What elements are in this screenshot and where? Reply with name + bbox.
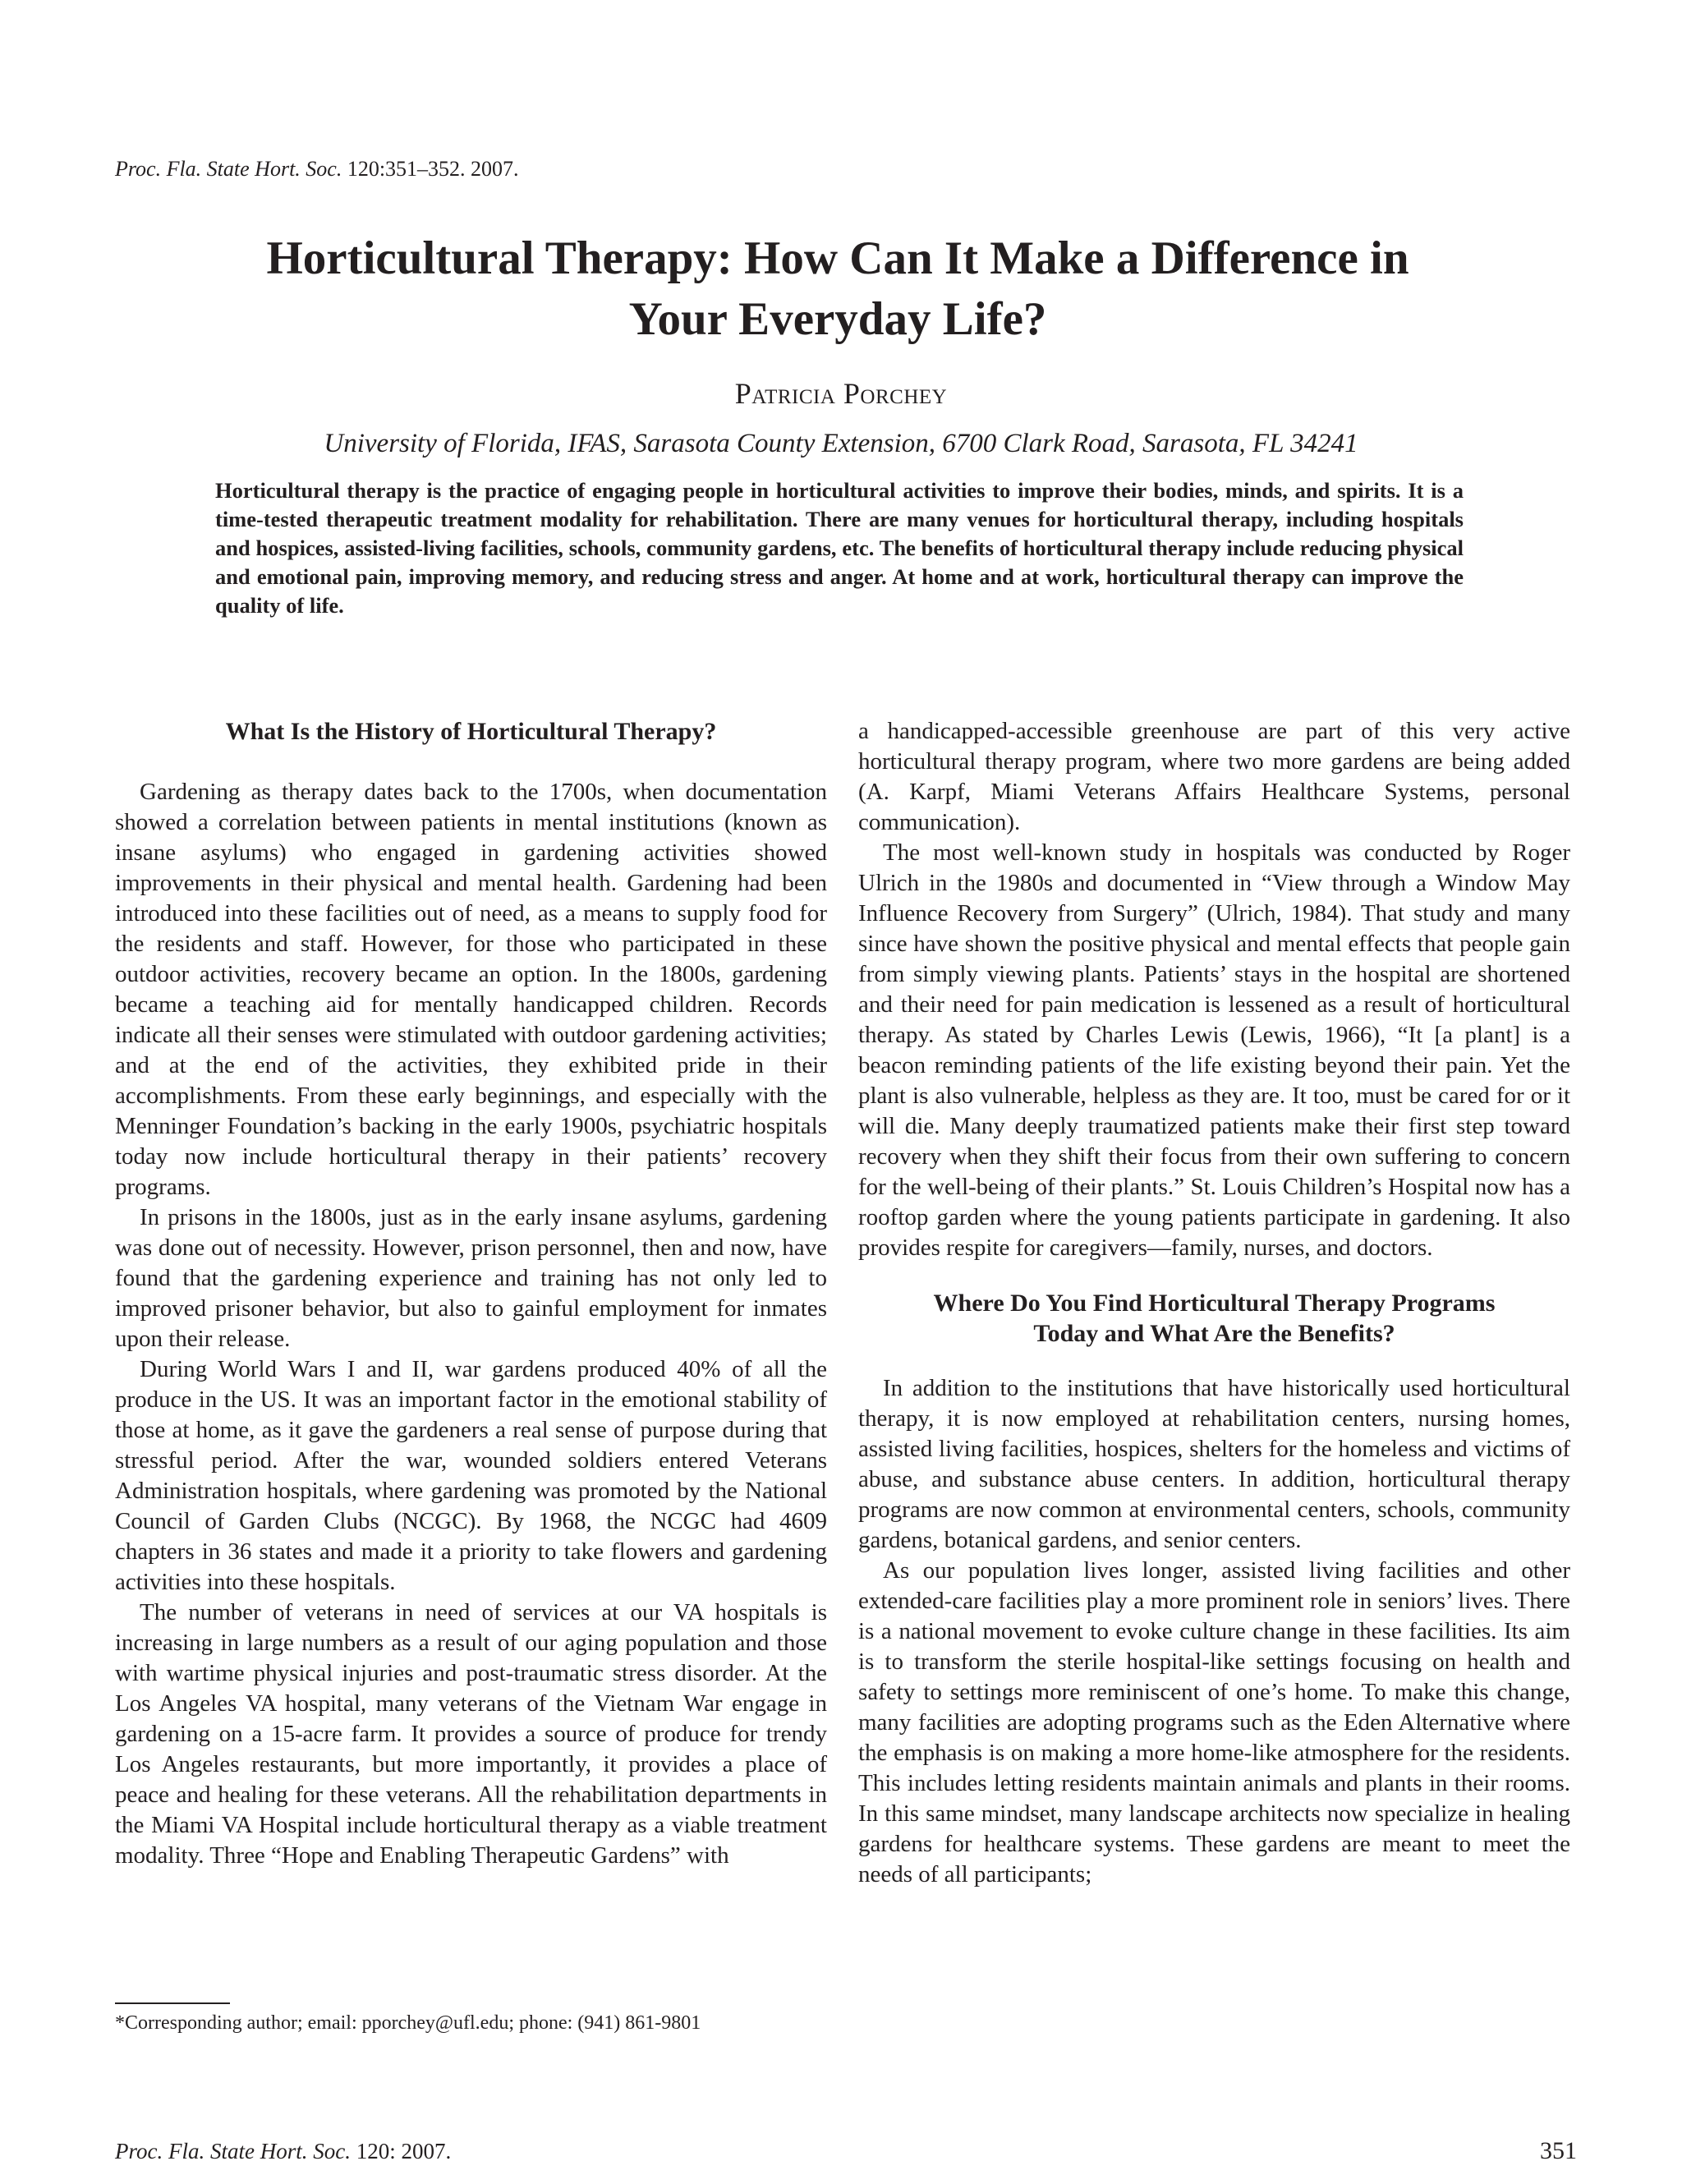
heading-line-2: Today and What Are the Benefits? — [1033, 1320, 1395, 1347]
footer-journal: Proc. Fla. State Hort. Soc. — [115, 2139, 351, 2163]
paragraph: The most well-known study in hospitals was conducted by Roger Ulrich in the 1980s and documented in “View through a Window May Influence Recovery from Surgery” (Ulrich, 1984). That study and many since have shown the positive physical and mental effects that people gain from simply viewing plants. Patients’ stays in the hospital are shortened and their need for pain medication is lessened as a result of horticultural therapy. As stated by Charles Lewis (Lewis, 1966), “It [a plant] is a beacon reminding patients of the life existing beyond their pain. Yet the plant is also vulnerable, helpless as they are. It too, must be cared for or it will die. Many deeply traumatized patients make their first step toward recovery when they shift their focus from their own suffering to concern for the well-being of their plants.” St. Louis Children’s Hospital now has a rooftop garden where the young patients participate in gardening. It also provides respite for caregivers—family, nurses, and doctors. — [858, 839, 1570, 1261]
right-column — [858, 716, 1570, 1890]
header-citation — [115, 157, 519, 182]
abstract: Horticultural therapy is the practice of engaging people in horticultural activities to improve their bodies, minds, and spirits. It is a time-tested therapeutic treatment modality for rehabilitation. There are many venues for horticultural therapy, including hospitals and hospices, assisted-living facilities, schools, community gardens, etc. The benefits of horticultural therapy include reducing physical and emotional pain, improving memory, and reducing stress and anger. At home and at work, horticultural therapy can improve the quality of life. — [215, 478, 1464, 618]
paragraph: During World Wars I and II, war gardens produced 40% of all the produce in the US. It was an important factor in the emotional stability of those at home, as it gave the gardeners a real sense of purpose during that stressful period. After the war, wounded soldiers entered Veterans Administration hospitals, where gardening was promoted by the National Council of Garden Clubs (NCGC). By 1968, the NCGC had 4609 chapters in 36 states and made it a priority to take flowers and gardening activities into these hospitals. — [115, 1356, 827, 1595]
title-line-1: Horticultural Therapy: How Can It Make a Difference in — [266, 232, 1409, 284]
footer-volume-year: 120: 2007. — [356, 2139, 452, 2163]
footer-citation — [115, 2139, 451, 2164]
header-journal: Proc. Fla. State Hort. Soc. — [115, 157, 342, 181]
section-heading-history: What Is the History of Horticultural Therapy? — [225, 718, 717, 745]
title-line-2: Your Everyday Life? — [628, 293, 1047, 345]
author-affiliation: University of Florida, IFAS, Sarasota County Extension, 6700 Clark Road, Sarasota, FL 34241 — [324, 429, 1358, 458]
paragraph: In prisons in the 1800s, just as in the early insane asylums, gardening was done out of necessity. However, prison personnel, then and now, have found that the gardening experience and training has not only led to improved prisoner behavior, but also to gainful employment for inmates upon their release. — [115, 1204, 827, 1352]
header-volume-pages: 120:351–352. 2007. — [347, 157, 519, 181]
left-column — [115, 716, 827, 1871]
heading-line-1: Where Do You Find Horticultural Therapy Programs — [933, 1290, 1496, 1317]
paragraph: Gardening as therapy dates back to the 1700s, when documentation showed a correlation between patients in mental institutions (known as insane asylums) who engaged in gardening activities showed improvements in their physical and mental health. Gardening had been introduced into these facilities out of need, as a means to supply food for the residents and staff. However, for those who participated in these outdoor activities, recovery became an option. In the 1800s, gardening became a teaching aid for mentally handicapped children. Records indicate all their senses were stimulated with outdoor gardening activities; and at the end of the activities, they exhibited pride in their accomplishments. From these early beginnings, and especially with the Menninger Foundation’s backing in the early 1900s, psychiatric hospitals today now include horticultural therapy in their patients’ recovery programs. — [115, 779, 827, 1200]
paragraph: a handicapped-accessible greenhouse are part of this very active horticultural therapy program, where two more gardens are being added (A. Karpf, Miami Veterans Affairs Healthcare Systems, personal communication). — [858, 718, 1570, 835]
paragraph: As our population lives longer, assisted living facilities and other extended-care facilities play a more prominent role in seniors’ lives. There is a national movement to evoke culture change in these facilities. Its aim is to transform the sterile hospital-like settings focusing on health and safety to settings more reminiscent of one’s home. To make this change, many facilities are adopting programs such as the Eden Alternative where the emphasis is on making a more home-like atmosphere for the residents. This includes letting residents maintain animals and plants in their rooms. In this same mindset, many landscape architects now specialize in healing gardens for healthcare systems. These gardens are meant to meet the needs of all participants; — [858, 1557, 1570, 1887]
author-name: Patricia Porchey — [734, 377, 948, 410]
page-number: 351 — [1540, 2137, 1577, 2164]
article-title — [99, 228, 1577, 350]
section-heading-programs — [858, 1288, 1570, 1349]
paragraph: The number of veterans in need of services at our VA hospitals is increasing in large numbers as a result of our aging population and those with wartime physical injuries and post-traumatic stress disorder. At the Los Angeles VA hospital, many veterans of the Vietnam War engage in gardening on a 15-acre farm. It provides a source of produce for trendy Los Angeles restaurants, but more importantly, it provides a place of peace and healing for these veterans. All the rehabilitation departments in the Miami VA Hospital include horticultural therapy as a viable treatment modality. Three “Hope and Enabling Therapeutic Gardens” with — [115, 1599, 827, 1869]
corresponding-author-footnote: *Corresponding author; email: pporchey@ufl.edu; phone: (941) 861-9801 — [115, 2012, 701, 2034]
paragraph: In addition to the institutions that have historically used horticultural therapy, it is now employed at rehabilitation centers, nursing homes, assisted living facilities, hospices, shelters for the homeless and victims of abuse, and substance abuse centers. In addition, horticultural therapy programs are now common at environmental centers, schools, community gardens, botanical gardens, and senior centers. — [858, 1375, 1570, 1553]
footnote-divider — [115, 2002, 230, 2004]
